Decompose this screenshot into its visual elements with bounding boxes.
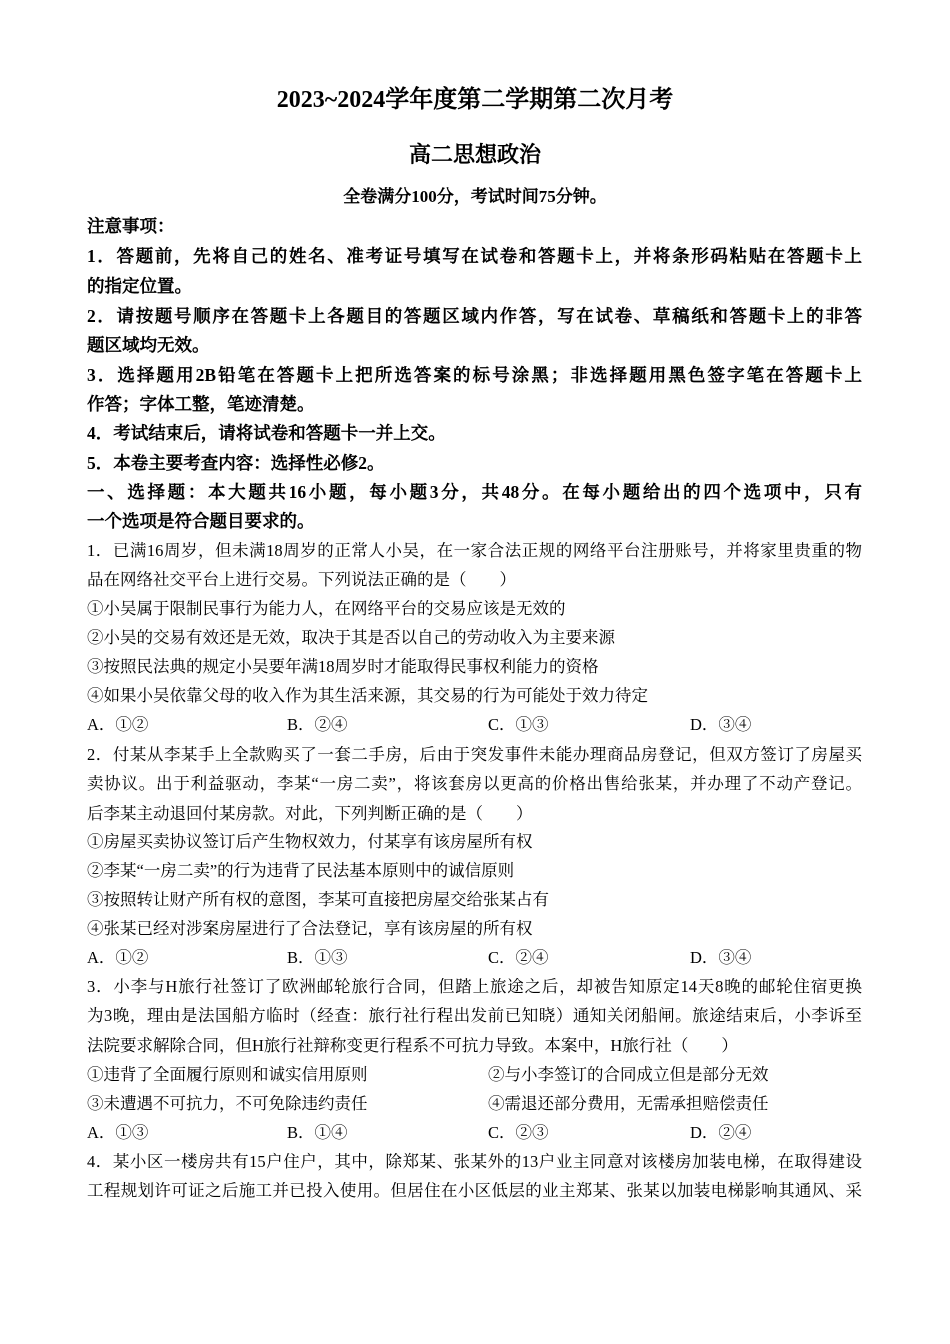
choice-a: A．①② [87, 715, 149, 734]
note-line: 2．请按题号顺序在答题卡上各题目的答题区域内作答，写在试卷、草稿纸和答题卡上的非答 [87, 306, 862, 326]
note-line: 的指定位置。 [87, 276, 192, 296]
subject-title: 高二思想政治 [408, 142, 541, 167]
choice-d: D．③④ [690, 715, 752, 734]
question-stem: 3．小李与H旅行社签订了欧洲邮轮旅行合同，但踏上旅途之后，却被告知原定14天8晚的邮轮住宿更换 [87, 977, 862, 996]
question-stem: 1．已满16周岁，但未满18周岁的正常人小吴，在一家合法正规的网络平台注册账号，并将家里贵重的物 [87, 541, 862, 560]
note-line: 3．选择题用2B铅笔在答题卡上把所选答案的标号涂黑；非选择题用黑色签字笔在答题卡上 [87, 365, 862, 385]
choice-b: B．①③ [287, 948, 348, 967]
statement: ①房屋买卖协议签订后产生物权效力，付某享有该房屋所有权 [87, 832, 533, 851]
statement: ②小吴的交易有效还是无效，取决于其是否以自己的劳动收入为主要来源 [87, 628, 615, 647]
choice-a: A．①③ [87, 1123, 149, 1142]
choice-d: D．③④ [690, 948, 752, 967]
note-line: 4．考试结束后，请将试卷和答题卡一并上交。 [87, 423, 446, 443]
exam-title: 2023~2024学年度第二学期第二次月考 [276, 87, 674, 113]
question-stem: 卖协议。出于利益驱动，李某“一房二卖”，将该套房以更高的价格出售给张某，并办理了不动产登记。 [87, 774, 862, 793]
choice-b: B．②④ [287, 715, 348, 734]
choice-d: D．②④ [690, 1123, 752, 1142]
statement: ③未遭遇不可抗力，不可免除违约责任 [87, 1094, 368, 1113]
statement: ④需退还部分费用，无需承担赔偿责任 [488, 1094, 769, 1113]
statement: ③按照民法典的规定小吴要年满18周岁时才能取得民事权利能力的资格 [87, 657, 599, 676]
note-line: 5．本卷主要考查内容：选择性必修2。 [87, 453, 385, 473]
choice-c: C．②③ [488, 1123, 549, 1142]
choice-c: C．①③ [488, 715, 549, 734]
statement: ③按照转让财产所有权的意图，李某可直接把房屋交给张某占有 [87, 890, 549, 909]
statement: ②李某“一房二卖”的行为违背了民法基本原则中的诚信原则 [87, 861, 515, 880]
note-line: 1．答题前，先将自己的姓名、准考证号填写在试卷和答题卡上，并将条形码粘贴在答题卡上 [87, 246, 862, 266]
statement: ④张某已经对涉案房屋进行了合法登记，享有该房屋的所有权 [87, 919, 533, 938]
note-line: 题区域均无效。 [87, 335, 210, 355]
statement: ④如果小吴依靠父母的收入作为其生活来源，其交易的行为可能处于效力待定 [87, 686, 648, 705]
statement: ①小吴属于限制民事行为能力人，在网络平台的交易应该是无效的 [87, 599, 566, 618]
question-stem: 工程规划许可证之后施工并已投入使用。但居住在小区低层的业主郑某、张某以加装电梯影响其通风、采 [87, 1181, 862, 1200]
question-stem: 品在网络社交平台上进行交易。下列说法正确的是（ ） [87, 570, 516, 589]
statement: ②与小李签订的合同成立但是部分无效 [488, 1065, 769, 1084]
question-stem: 4．某小区一楼房共有15户住户，其中，除郑某、张某外的13户业主同意对该楼房加装电梯，在取得建设 [87, 1152, 862, 1171]
section-heading: 一、选择题：本大题共16小题，每小题3分，共48分。在每小题给出的四个选项中，只有 [87, 482, 862, 502]
choice-c: C．②④ [488, 948, 549, 967]
notes-heading: 注意事项： [87, 216, 175, 236]
section-heading: 一个选项是符合题目要求的。 [87, 511, 315, 531]
question-stem: 为3晚，理由是法国船方临时（经查：旅行社行程出发前已知晓）通知关闭船闸。旅途结束后，小李诉至 [87, 1006, 862, 1025]
choice-a: A．①② [87, 948, 149, 967]
question-stem: 法院要求解除合同，但H旅行社辩称变更行程系不可抗力导致。本案中，H旅行社（ ） [87, 1036, 738, 1055]
question-stem: 后李某主动退回付某房款。对此，下列判断正确的是（ ） [87, 804, 533, 823]
choice-b: B．①④ [287, 1123, 348, 1142]
question-stem: 2．付某从李某手上全款购买了一套二手房，后由于突发事件未能办理商品房登记，但双方签订了房屋买 [87, 745, 862, 764]
statement: ①违背了全面履行原则和诚实信用原则 [87, 1065, 368, 1084]
exam-info: 全卷满分100分，考试时间75分钟。 [343, 187, 607, 206]
note-line: 作答；字体工整，笔迹清楚。 [87, 394, 315, 414]
